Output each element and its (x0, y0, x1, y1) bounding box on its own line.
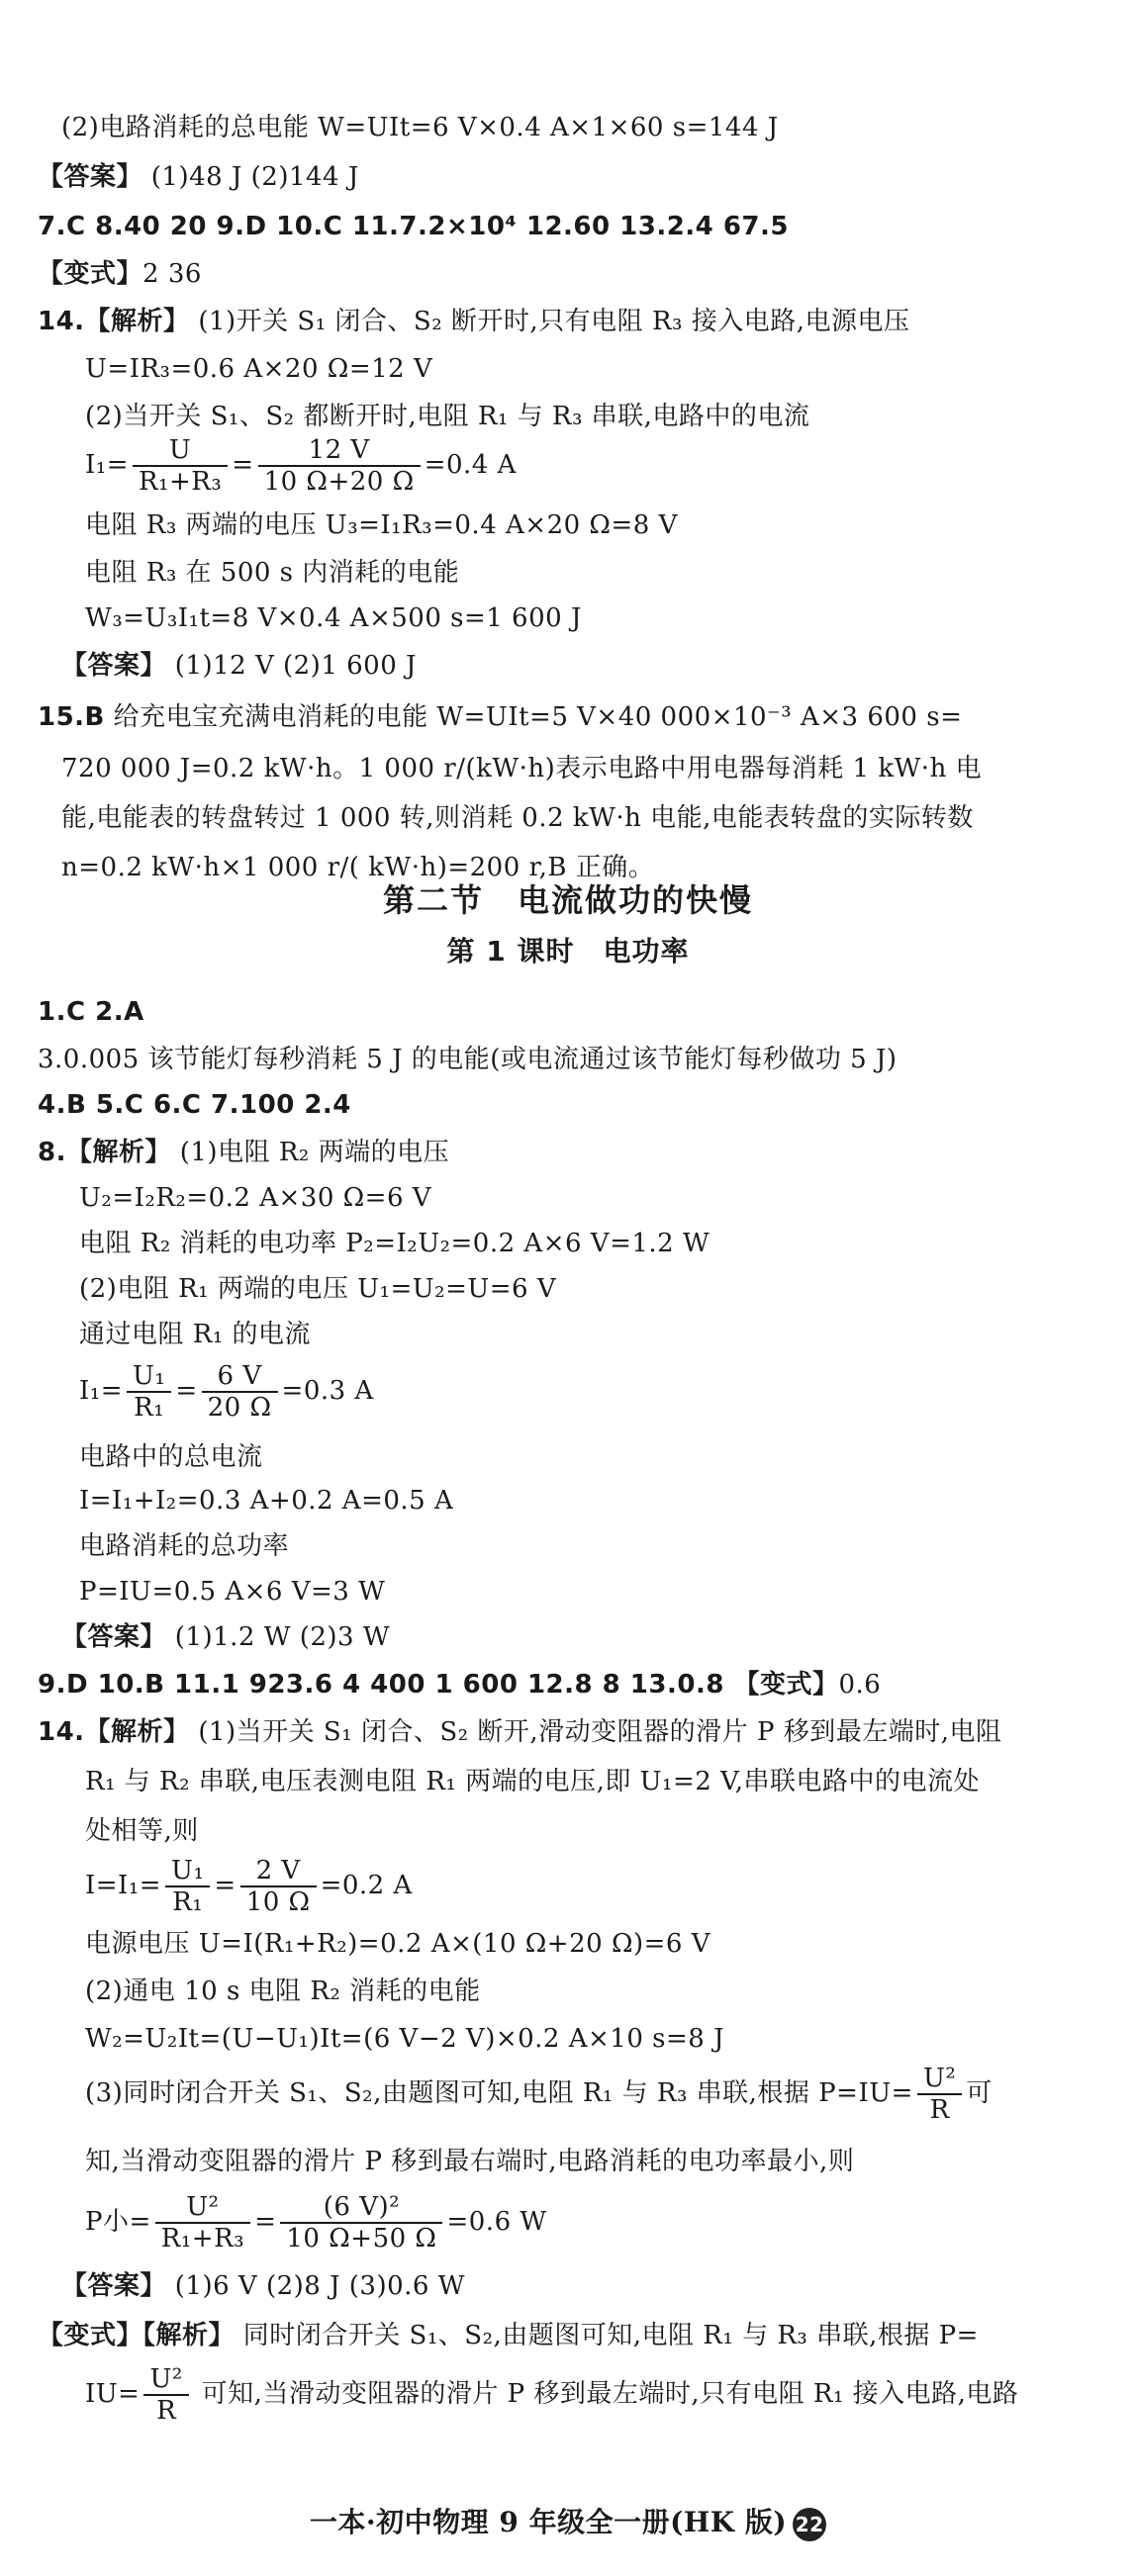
text-line: P=IU=0.5 A×6 V=3 W (79, 1577, 386, 1607)
variant-analysis-line: 【变式】【解析】 同时闭合开关 S₁、S₂,由题图可知,电阻 R₁ 与 R₃ 串联,根据 P= (38, 2321, 979, 2350)
text-line: (2)电阻 R₁ 两端的电压 U₁=U₂=U=6 V (79, 1274, 557, 1304)
analysis-tag: 14.【解析】 (38, 307, 190, 336)
fraction: $\frac{2 V}{10 \Omega}$ (240, 1856, 317, 1917)
fraction: $\frac{\text{U²}}{R}$ (143, 2364, 188, 2426)
text-line: I=I₁+I₂=0.3 A+0.2 A=0.5 A (79, 1486, 454, 1516)
analysis-line: 14.【解析】 (1)当开关 S₁ 闭合、S₂ 断开,滑动变阻器的滑片 P 移到最左端时,电阻 (38, 1717, 1002, 1747)
answer-line: 【答案】 (1)6 V (2)8 J (3)0.6 W (61, 2271, 465, 2301)
section-heading: 第二节 电流做功的快慢 (382, 881, 753, 919)
answer-line: 【答案】 (1)12 V (2)1 600 J (61, 651, 417, 681)
formula-line: P小= $\frac{\text{U²}}{\text{R₁+R₃}}$ = $\frac{\text{(6 V)²}}{10 \Omega+50 \Omega}$ =0.6 W (85, 2192, 547, 2254)
text-line: (2)电路消耗的总电能 W=UIt=6 V×0.4 A×1×60 s=144 J (61, 113, 779, 142)
answer-list: 7.C 8.40 20 9.D 10.C 11.7.2×10⁴ 12.60 13.2.4 67.5 (38, 212, 789, 241)
text-line: 电路中的总电流 (79, 1442, 263, 1472)
answer-list: 9.D 10.B 11.1 923.6 4 400 1 600 12.8 8 13.0.8 【变式】0.6 (38, 1670, 882, 1700)
answer-list: 4.B 5.C 6.C 7.100 2.4 (38, 1090, 351, 1120)
formula-line: (3)同时闭合开关 S₁、S₂,由题图可知,电阻 R₁ 与 R₃ 串联,根据 P=IU= $\frac{\text{U²}}{R}$ 可 (85, 2064, 993, 2125)
analysis-line: 8.【解析】 (1)电阻 R₂ 两端的电压 (38, 1138, 450, 1167)
fraction: $\frac{\text{U₁}}{\text{R₁}}$ (127, 1361, 171, 1423)
text-line: 处相等,则 (85, 1816, 199, 1846)
analysis-line: 14.【解析】 (1)开关 S₁ 闭合、S₂ 断开时,只有电阻 R₃ 接入电路,电源电压 (38, 307, 910, 336)
text-line: 15.B 给充电宝充满电消耗的电能 W=UIt=5 V×40 000×10⁻³ A×3 600 s= (38, 702, 963, 732)
text-line: W₂=U₂It=(U−U₁)It=(6 V−2 V)×0.2 A×10 s=8 J (85, 2024, 724, 2054)
text-line: 能,电能表的转盘转过 1 000 转,则消耗 0.2 kW·h 电能,电能表转盘的实际转数 (61, 803, 974, 833)
text-line: 电源电压 U=I(R₁+R₂)=0.2 A×(10 Ω+20 Ω)=6 V (85, 1929, 711, 1959)
text-line: U₂=I₂R₂=0.2 A×30 Ω=6 V (79, 1183, 432, 1213)
page-footer (0, 2503, 1136, 2543)
formula-line: I=I₁= $\frac{\text{U₁}}{\text{R₁}}$ = $\frac{2 V}{10 \Omega}$ =0.2 A (85, 1856, 413, 1917)
text-line: U=IR₃=0.6 A×20 Ω=12 V (85, 354, 433, 384)
fraction: $\frac{12 V}{10 \Omega+20 \Omega}$ (258, 435, 421, 497)
fraction: $\frac{\text{U²}}{R}$ (917, 2064, 962, 2125)
variant-analysis-tag: 【变式】【解析】 (38, 2321, 236, 2350)
variant-tag: 【变式】 (38, 259, 143, 289)
text-line: 知,当滑动变阻器的滑片 P 移到最右端时,电路消耗的电功率最小,则 (85, 2147, 855, 2176)
answer-line: 【答案】 (1)1.2 W (2)3 W (61, 1622, 391, 1652)
fraction: $\frac{\text{U₁}}{\text{R₁}}$ (165, 1856, 210, 1917)
answer-list: 1.C 2.A (38, 997, 144, 1027)
formula-line: I₁= $\frac{\text{U₁}}{\text{R₁}}$ = $\frac{6 V}{20 \Omega}$ =0.3 A (79, 1361, 374, 1423)
variant-line: 【变式】2 36 (38, 259, 202, 289)
fraction: $\frac{6 V}{20 \Omega}$ (202, 1361, 278, 1423)
fraction: $\frac{\text{U²}}{\text{R₁+R₃}}$ (155, 2192, 250, 2254)
fraction: $\frac{\text{(6 V)²}}{10 \Omega+50 \Omega}$ (280, 2192, 442, 2254)
answer-tag: 【答案】 (61, 2271, 167, 2301)
text-line: 3.0.005 该节能灯每秒消耗 5 J 的电能(或电流通过该节能灯每秒做功 5 J) (38, 1045, 898, 1074)
answer-line: 【答案】 (1)48 J (2)144 J (38, 162, 359, 192)
answer-tag: 【答案】 (61, 1622, 167, 1652)
text-line: R₁ 与 R₂ 串联,电压表测电阻 R₁ 两端的电压,即 U₁=2 V,串联电路中的电流处 (85, 1767, 981, 1796)
answer-tag: 【答案】 (38, 162, 143, 192)
variant-tag: 【变式】 (733, 1670, 839, 1700)
text-line: (2)当开关 S₁、S₂ 都断开时,电阻 R₁ 与 R₃ 串联,电路中的电流 (85, 402, 810, 431)
footer-title: 一本·初中物理 9 年级全一册(HK 版) (309, 2506, 788, 2538)
analysis-tag: 14.【解析】 (38, 1717, 190, 1747)
page-number-badge: 22 (793, 2508, 826, 2541)
formula-line: I₁= $\frac{U}{\text{R₁+R₃}}$ = $\frac{12 V}{10 \Omega+20 \Omega}$ =0.4 A (85, 435, 517, 497)
text-line: 通过电阻 R₁ 的电流 (79, 1320, 312, 1349)
lesson-heading: 第 1 课时 电功率 (446, 935, 690, 967)
text-line: n=0.2 kW·h×1 000 r/( kW·h)=200 r,B 正确。 (61, 853, 655, 882)
text-line: W₃=U₃I₁t=8 V×0.4 A×500 s=1 600 J (85, 603, 582, 633)
fraction: $\frac{U}{\text{R₁+R₃}}$ (133, 435, 228, 497)
answer-tag: 【答案】 (61, 651, 167, 681)
text-line: 720 000 J=0.2 kW·h。1 000 r/(kW·h)表示电路中用电器每消耗 1 kW·h 电 (61, 754, 983, 783)
text-line: 电阻 R₂ 消耗的电功率 P₂=I₂U₂=0.2 A×6 V=1.2 W (79, 1229, 710, 1258)
text-line: (2)通电 10 s 电阻 R₂ 消耗的电能 (85, 1977, 481, 2006)
formula-line: IU= $\frac{\text{U²}}{R}$ 可知,当滑动变阻器的滑片 P 移到最左端时,只有电阻 R₁ 接入电路,电路 (85, 2364, 1019, 2426)
text-line: 电路消耗的总功率 (79, 1531, 290, 1561)
text-line: 电阻 R₃ 在 500 s 内消耗的电能 (85, 558, 460, 588)
analysis-tag: 8.【解析】 (38, 1138, 171, 1167)
text-line: 电阻 R₃ 两端的电压 U₃=I₁R₃=0.4 A×20 Ω=8 V (85, 510, 678, 540)
